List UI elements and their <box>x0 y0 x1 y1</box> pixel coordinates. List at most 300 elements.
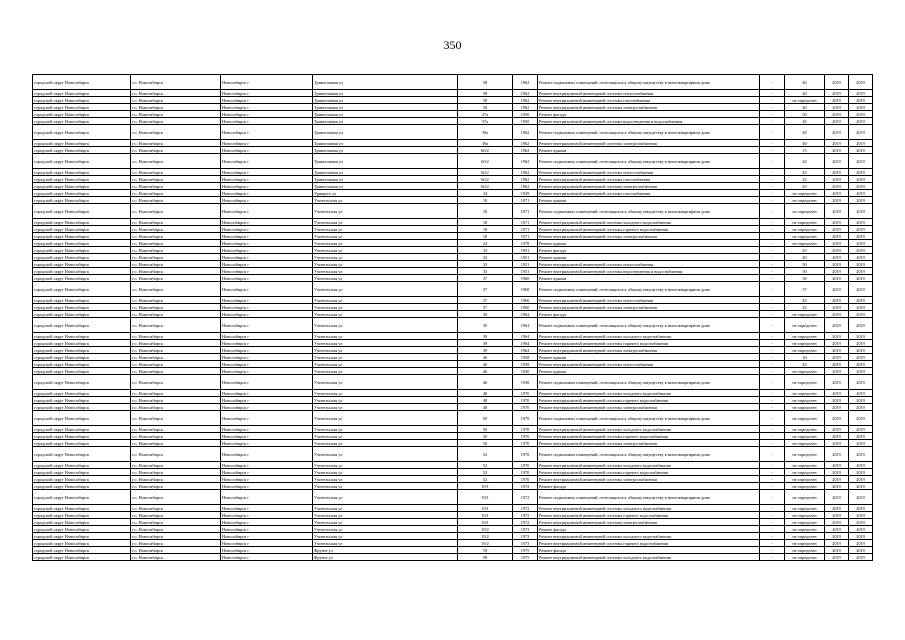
amount-cell: 40 <box>785 254 825 261</box>
city-cell: Новосибирск г <box>221 354 313 361</box>
street-cell: Учительская ул <box>313 282 458 297</box>
end-year-cell: 2019 <box>849 240 873 247</box>
street-cell: Учительская ул <box>313 512 458 519</box>
build-year-cell: 1951 <box>513 254 538 261</box>
dash-cell: - <box>760 411 785 426</box>
end-year-cell: 2019 <box>849 490 873 505</box>
end-year-cell: 2019 <box>849 404 873 411</box>
end-year-cell: 2019 <box>849 340 873 347</box>
dash-cell: - <box>760 282 785 297</box>
settlement-cell: г.о. Новосибирск <box>131 275 221 282</box>
table-row <box>33 75 873 90</box>
table-row <box>33 104 873 111</box>
amount-cell: 45 <box>785 183 825 190</box>
house-number-cell: 19/2 <box>458 526 513 533</box>
build-year-cell: 1975 <box>513 547 538 554</box>
dash-cell: - <box>760 340 785 347</box>
municipality-cell: городской округ Новосибирск <box>33 354 131 361</box>
build-year-cell: 1973 <box>513 526 538 533</box>
city-cell: Новосибирск г <box>221 197 313 204</box>
dash-cell: - <box>760 397 785 404</box>
end-year-cell: 2019 <box>849 140 873 147</box>
municipality-cell: городской округ Новосибирск <box>33 297 131 304</box>
settlement-cell: г.о. Новосибирск <box>131 347 221 354</box>
street-cell: Учительская ул <box>313 469 458 476</box>
amount-cell: 45 <box>785 169 825 176</box>
build-year-cell: 1960 <box>513 304 538 311</box>
settlement-cell: г.о. Новосибирск <box>131 233 221 240</box>
municipality-cell: городской округ Новосибирск <box>33 318 131 333</box>
build-year-cell: 1971 <box>513 197 538 204</box>
settlement-cell: г.о. Новосибирск <box>131 282 221 297</box>
amount-cell: не определен <box>785 490 825 505</box>
dash-cell: - <box>760 404 785 411</box>
end-year-cell: 2019 <box>849 476 873 483</box>
municipality-cell: городской округ Новосибирск <box>33 183 131 190</box>
work-type-cell: Ремонт внутридомовой инженерной системы теплоснабжения <box>538 297 760 304</box>
street-cell: Учительская ул <box>313 397 458 404</box>
municipality-cell: городской округ Новосибирск <box>33 440 131 447</box>
build-year-cell: 1970 <box>513 397 538 404</box>
municipality-cell: городской округ Новосибирск <box>33 469 131 476</box>
start-year-cell: 2019 <box>825 433 849 440</box>
amount-cell: 37 <box>785 282 825 297</box>
dash-cell: - <box>760 304 785 311</box>
municipality-cell: городской округ Новосибирск <box>33 533 131 540</box>
end-year-cell: 2019 <box>849 519 873 526</box>
street-cell: Учительская ул <box>313 275 458 282</box>
street-cell: Учительская ул <box>313 318 458 333</box>
table-row <box>33 147 873 154</box>
settlement-cell: г.о. Новосибирск <box>131 169 221 176</box>
table-row <box>33 90 873 97</box>
amount-cell: не определен <box>785 440 825 447</box>
municipality-cell: городской округ Новосибирск <box>33 75 131 90</box>
build-year-cell: 1962 <box>513 176 538 183</box>
street-cell: Трикотажная ул <box>313 104 458 111</box>
start-year-cell: 2019 <box>825 183 849 190</box>
dash-cell: - <box>760 118 785 125</box>
house-number-cell: 40 <box>458 361 513 368</box>
start-year-cell: 2019 <box>825 547 849 554</box>
work-type-cell: Ремонт внутридомовой инженерной системы электроснабжения <box>538 304 760 311</box>
house-number-cell: 48 <box>458 404 513 411</box>
dash-cell: - <box>760 226 785 233</box>
work-type-cell: Ремонт внутридомовой инженерной системы горячего водоснабжения <box>538 433 760 440</box>
end-year-cell: 2019 <box>849 147 873 154</box>
end-year-cell: 2019 <box>849 226 873 233</box>
street-cell: Трикотажная ул <box>313 176 458 183</box>
start-year-cell: 2019 <box>825 411 849 426</box>
table-row <box>33 233 873 240</box>
end-year-cell: 2019 <box>849 90 873 97</box>
table-row <box>33 554 873 561</box>
amount-cell: 50 <box>785 261 825 268</box>
settlement-cell: г.о. Новосибирск <box>131 333 221 340</box>
house-number-cell: 19/1 <box>458 490 513 505</box>
house-number-cell: 52 <box>458 476 513 483</box>
end-year-cell: 2019 <box>849 282 873 297</box>
municipality-cell: городской округ Новосибирск <box>33 512 131 519</box>
amount-cell: 40 <box>785 90 825 97</box>
house-number-cell: 48 <box>458 397 513 404</box>
start-year-cell: 2019 <box>825 169 849 176</box>
amount-cell: 42 <box>785 154 825 169</box>
start-year-cell: 2019 <box>825 154 849 169</box>
table-row <box>33 426 873 433</box>
dash-cell: - <box>760 190 785 197</box>
municipality-cell: городской округ Новосибирск <box>33 476 131 483</box>
house-number-cell: 50 <box>458 440 513 447</box>
settlement-cell: г.о. Новосибирск <box>131 190 221 197</box>
settlement-cell: г.о. Новосибирск <box>131 304 221 311</box>
build-year-cell: 1973 <box>513 533 538 540</box>
house-number-cell: 33 <box>458 254 513 261</box>
amount-cell: не определен <box>785 311 825 318</box>
dash-cell: - <box>760 140 785 147</box>
build-year-cell: 1970 <box>513 426 538 433</box>
settlement-cell: г.о. Новосибирск <box>131 526 221 533</box>
amount-cell: не определен <box>785 233 825 240</box>
street-cell: Учительская ул <box>313 347 458 354</box>
start-year-cell: 2019 <box>825 90 849 97</box>
dash-cell: - <box>760 554 785 561</box>
municipality-cell: городской округ Новосибирск <box>33 226 131 233</box>
city-cell: Новосибирск г <box>221 297 313 304</box>
start-year-cell: 2019 <box>825 347 849 354</box>
amount-cell: 45 <box>785 118 825 125</box>
table-row <box>33 397 873 404</box>
start-year-cell: 2019 <box>825 125 849 140</box>
settlement-cell: г.о. Новосибирск <box>131 368 221 375</box>
amount-cell: не определен <box>785 411 825 426</box>
amount-cell: не определен <box>785 368 825 375</box>
start-year-cell: 2019 <box>825 476 849 483</box>
city-cell: Новосибирск г <box>221 125 313 140</box>
work-type-cell: Ремонт крыши <box>538 354 760 361</box>
start-year-cell: 2019 <box>825 104 849 111</box>
municipality-cell: городской округ Новосибирск <box>33 333 131 340</box>
start-year-cell: 2019 <box>825 368 849 375</box>
street-cell: Учительская ул <box>313 426 458 433</box>
dash-cell: - <box>760 247 785 254</box>
municipality-cell: городской округ Новосибирск <box>33 411 131 426</box>
work-type-cell: Ремонт внутридомовой инженерной системы холодного водоснабжения <box>538 426 760 433</box>
house-number-cell: 60/2 <box>458 183 513 190</box>
dash-cell: - <box>760 526 785 533</box>
house-number-cell: 59 <box>458 554 513 561</box>
build-year-cell: 1970 <box>513 462 538 469</box>
city-cell: Новосибирск г <box>221 490 313 505</box>
amount-cell: 50 <box>785 111 825 118</box>
street-cell: Учительская ул <box>313 368 458 375</box>
settlement-cell: г.о. Новосибирск <box>131 519 221 526</box>
table-row <box>33 197 873 204</box>
work-type-cell: Ремонт внутридомовой инженерной системы теплоснабжения <box>538 361 760 368</box>
table-row <box>33 268 873 275</box>
street-cell: Трикотажная ул <box>313 169 458 176</box>
start-year-cell: 2019 <box>825 233 849 240</box>
dash-cell: - <box>760 426 785 433</box>
city-cell: Новосибирск г <box>221 147 313 154</box>
street-cell: Учительская ул <box>313 390 458 397</box>
table-row <box>33 118 873 125</box>
house-number-cell: 18 <box>458 204 513 219</box>
end-year-cell: 2019 <box>849 347 873 354</box>
street-cell: Учительская ул <box>313 447 458 462</box>
work-type-cell: Ремонт внутридомовой инженерной системы газоснабжения <box>538 190 760 197</box>
street-cell: Трикотажная ул <box>313 118 458 125</box>
house-number-cell: 46 <box>458 368 513 375</box>
table-row <box>33 97 873 104</box>
city-cell: Новосибирск г <box>221 533 313 540</box>
house-number-cell: 60/2 <box>458 169 513 176</box>
table-row <box>33 483 873 490</box>
street-cell: Учительская ул <box>313 440 458 447</box>
house-number-cell: 50 <box>458 411 513 426</box>
table-row <box>33 433 873 440</box>
dash-cell: - <box>760 183 785 190</box>
house-number-cell: 37а <box>458 118 513 125</box>
settlement-cell: г.о. Новосибирск <box>131 254 221 261</box>
municipality-cell: городской округ Новосибирск <box>33 368 131 375</box>
work-type-cell: Ремонт подвальных помещений, относящихся к общему имуществу в многоквартирном доме <box>538 375 760 390</box>
dash-cell: - <box>760 375 785 390</box>
start-year-cell: 2019 <box>825 519 849 526</box>
house-number-cell: 58 <box>458 97 513 104</box>
street-cell: Учительская ул <box>313 533 458 540</box>
dash-cell: - <box>760 361 785 368</box>
municipality-cell: городской округ Новосибирск <box>33 304 131 311</box>
municipality-cell: городской округ Новосибирск <box>33 347 131 354</box>
house-number-cell: 60/2 <box>458 176 513 183</box>
house-number-cell: 33 <box>458 247 513 254</box>
build-year-cell: 1970 <box>513 447 538 462</box>
work-type-cell: Ремонт подвальных помещений, относящихся к общему имуществу в многоквартирном доме <box>538 490 760 505</box>
municipality-cell: городской округ Новосибирск <box>33 97 131 104</box>
settlement-cell: г.о. Новосибирск <box>131 311 221 318</box>
dash-cell: - <box>760 476 785 483</box>
start-year-cell: 2019 <box>825 261 849 268</box>
amount-cell: не определен <box>785 540 825 547</box>
house-number-cell: 40 <box>458 354 513 361</box>
work-type-cell: Ремонт крыши <box>538 147 760 154</box>
house-number-cell: 33 <box>458 261 513 268</box>
table-row <box>33 533 873 540</box>
municipality-cell: городской округ Новосибирск <box>33 118 131 125</box>
city-cell: Новосибирск г <box>221 469 313 476</box>
street-cell: Фрунзе ул <box>313 547 458 554</box>
street-cell: Учительская ул <box>313 340 458 347</box>
end-year-cell: 2019 <box>849 118 873 125</box>
table-row <box>33 505 873 512</box>
house-number-cell: 39 <box>458 333 513 340</box>
city-cell: Новосибирск г <box>221 397 313 404</box>
end-year-cell: 2019 <box>849 304 873 311</box>
end-year-cell: 2019 <box>849 447 873 462</box>
city-cell: Новосибирск г <box>221 268 313 275</box>
work-type-cell: Ремонт подвальных помещений, относящихся к общему имуществу в многоквартирном доме <box>538 411 760 426</box>
municipality-cell: городской округ Новосибирск <box>33 490 131 505</box>
amount-cell: 40 <box>785 125 825 140</box>
street-cell: Учительская ул <box>313 411 458 426</box>
settlement-cell: г.о. Новосибирск <box>131 90 221 97</box>
street-cell: Трикотажная ул <box>313 125 458 140</box>
start-year-cell: 2019 <box>825 512 849 519</box>
dash-cell: - <box>760 447 785 462</box>
dash-cell: - <box>760 197 785 204</box>
street-cell: Учительская ул <box>313 297 458 304</box>
dash-cell: - <box>760 297 785 304</box>
end-year-cell: 2019 <box>849 176 873 183</box>
start-year-cell: 2019 <box>825 540 849 547</box>
table-row <box>33 547 873 554</box>
municipality-cell: городской округ Новосибирск <box>33 111 131 118</box>
dash-cell: - <box>760 125 785 140</box>
amount-cell: не определен <box>785 318 825 333</box>
build-year-cell: 1962 <box>513 154 538 169</box>
work-type-cell: Ремонт фасада <box>538 311 760 318</box>
table-row <box>33 526 873 533</box>
amount-cell: не определен <box>785 483 825 490</box>
street-cell: Учительская ул <box>313 483 458 490</box>
dash-cell: - <box>760 354 785 361</box>
house-number-cell: 19/1 <box>458 512 513 519</box>
dash-cell: - <box>760 97 785 104</box>
settlement-cell: г.о. Новосибирск <box>131 404 221 411</box>
build-year-cell: 1930 <box>513 375 538 390</box>
city-cell: Новосибирск г <box>221 368 313 375</box>
municipality-cell: городской округ Новосибирск <box>33 505 131 512</box>
work-type-cell: Ремонт внутридомовой инженерной системы холодного водоснабжения <box>538 505 760 512</box>
start-year-cell: 2019 <box>825 340 849 347</box>
start-year-cell: 2019 <box>825 354 849 361</box>
amount-cell: не определен <box>785 554 825 561</box>
build-year-cell: 1958 <box>513 354 538 361</box>
house-number-cell: 52 <box>458 469 513 476</box>
dash-cell: - <box>760 440 785 447</box>
settlement-cell: г.о. Новосибирск <box>131 512 221 519</box>
table-row <box>33 462 873 469</box>
build-year-cell: 1962 <box>513 125 538 140</box>
build-year-cell: 1970 <box>513 433 538 440</box>
start-year-cell: 2019 <box>825 469 849 476</box>
house-number-cell: 18 <box>458 219 513 226</box>
amount-cell: 30 <box>785 275 825 282</box>
work-type-cell: Ремонт внутридомовой инженерной системы холодного водоснабжения <box>538 533 760 540</box>
work-type-cell: Ремонт внутридомовой инженерной системы холодного водоснабжения <box>538 333 760 340</box>
municipality-cell: городской округ Новосибирск <box>33 90 131 97</box>
city-cell: Новосибирск г <box>221 340 313 347</box>
start-year-cell: 2019 <box>825 147 849 154</box>
street-cell: Трикотажная ул <box>313 111 458 118</box>
table-row <box>33 333 873 340</box>
city-cell: Новосибирск г <box>221 240 313 247</box>
settlement-cell: г.о. Новосибирск <box>131 125 221 140</box>
amount-cell: не определен <box>785 447 825 462</box>
amount-cell: 40 <box>785 75 825 90</box>
dash-cell: - <box>760 204 785 219</box>
street-cell: Фрунзе ул <box>313 554 458 561</box>
table-row <box>33 354 873 361</box>
municipality-cell: городской округ Новосибирск <box>33 254 131 261</box>
settlement-cell: г.о. Новосибирск <box>131 397 221 404</box>
house-number-cell: 19/1 <box>458 505 513 512</box>
amount-cell: не определен <box>785 397 825 404</box>
house-number-cell: 58 <box>458 104 513 111</box>
work-type-cell: Ремонт внутридомовой инженерной системы электроснабжения <box>538 476 760 483</box>
work-type-cell: Ремонт подвальных помещений, относящихся к общему имуществу в многоквартирном доме <box>538 75 760 90</box>
table-row <box>33 140 873 147</box>
city-cell: Новосибирск г <box>221 282 313 297</box>
house-number-cell: 39 <box>458 347 513 354</box>
settlement-cell: г.о. Новосибирск <box>131 268 221 275</box>
house-number-cell: 18 <box>458 197 513 204</box>
amount-cell: не определен <box>785 190 825 197</box>
settlement-cell: г.о. Новосибирск <box>131 554 221 561</box>
street-cell: Учительская ул <box>313 240 458 247</box>
start-year-cell: 2019 <box>825 404 849 411</box>
build-year-cell: 1962 <box>513 147 538 154</box>
amount-cell: не определен <box>785 333 825 340</box>
amount-cell: 50 <box>785 268 825 275</box>
dash-cell: - <box>760 90 785 97</box>
municipality-cell: городской округ Новосибирск <box>33 154 131 169</box>
end-year-cell: 2019 <box>849 197 873 204</box>
house-number-cell: 37 <box>458 282 513 297</box>
settlement-cell: г.о. Новосибирск <box>131 118 221 125</box>
municipality-cell: городской округ Новосибирск <box>33 361 131 368</box>
dash-cell: - <box>760 75 785 90</box>
build-year-cell: 1975 <box>513 554 538 561</box>
table-row <box>33 469 873 476</box>
build-year-cell: 1962 <box>513 183 538 190</box>
house-number-cell: 37 <box>458 297 513 304</box>
settlement-cell: г.о. Новосибирск <box>131 75 221 90</box>
work-type-cell: Ремонт подвальных помещений, относящихся к общему имуществу в многоквартирном доме <box>538 282 760 297</box>
street-cell: Урицкого ул <box>313 190 458 197</box>
amount-cell: не определен <box>785 390 825 397</box>
house-number-cell: 50 <box>458 433 513 440</box>
city-cell: Новосибирск г <box>221 476 313 483</box>
municipality-cell: городской округ Новосибирск <box>33 311 131 318</box>
end-year-cell: 2019 <box>849 254 873 261</box>
end-year-cell: 2019 <box>849 261 873 268</box>
city-cell: Новосибирск г <box>221 190 313 197</box>
build-year-cell: 1972 <box>513 483 538 490</box>
work-type-cell: Ремонт крыши <box>538 197 760 204</box>
start-year-cell: 2019 <box>825 311 849 318</box>
settlement-cell: г.о. Новосибирск <box>131 197 221 204</box>
settlement-cell: г.о. Новосибирск <box>131 505 221 512</box>
municipality-cell: городской округ Новосибирск <box>33 340 131 347</box>
settlement-cell: г.о. Новосибирск <box>131 204 221 219</box>
table-row <box>33 226 873 233</box>
settlement-cell: г.о. Новосибирск <box>131 433 221 440</box>
work-type-cell: Ремонт подвальных помещений, относящихся к общему имуществу в многоквартирном доме <box>538 447 760 462</box>
table-row <box>33 275 873 282</box>
house-number-cell: 48 <box>458 390 513 397</box>
end-year-cell: 2019 <box>849 361 873 368</box>
house-number-cell: 37 <box>458 275 513 282</box>
city-cell: Новосибирск г <box>221 233 313 240</box>
capital-repair-table <box>32 74 873 561</box>
build-year-cell: 1930 <box>513 368 538 375</box>
build-year-cell: 1972 <box>513 505 538 512</box>
street-cell: Трикотажная ул <box>313 75 458 90</box>
municipality-cell: городской округ Новосибирск <box>33 447 131 462</box>
municipality-cell: городской округ Новосибирск <box>33 169 131 176</box>
